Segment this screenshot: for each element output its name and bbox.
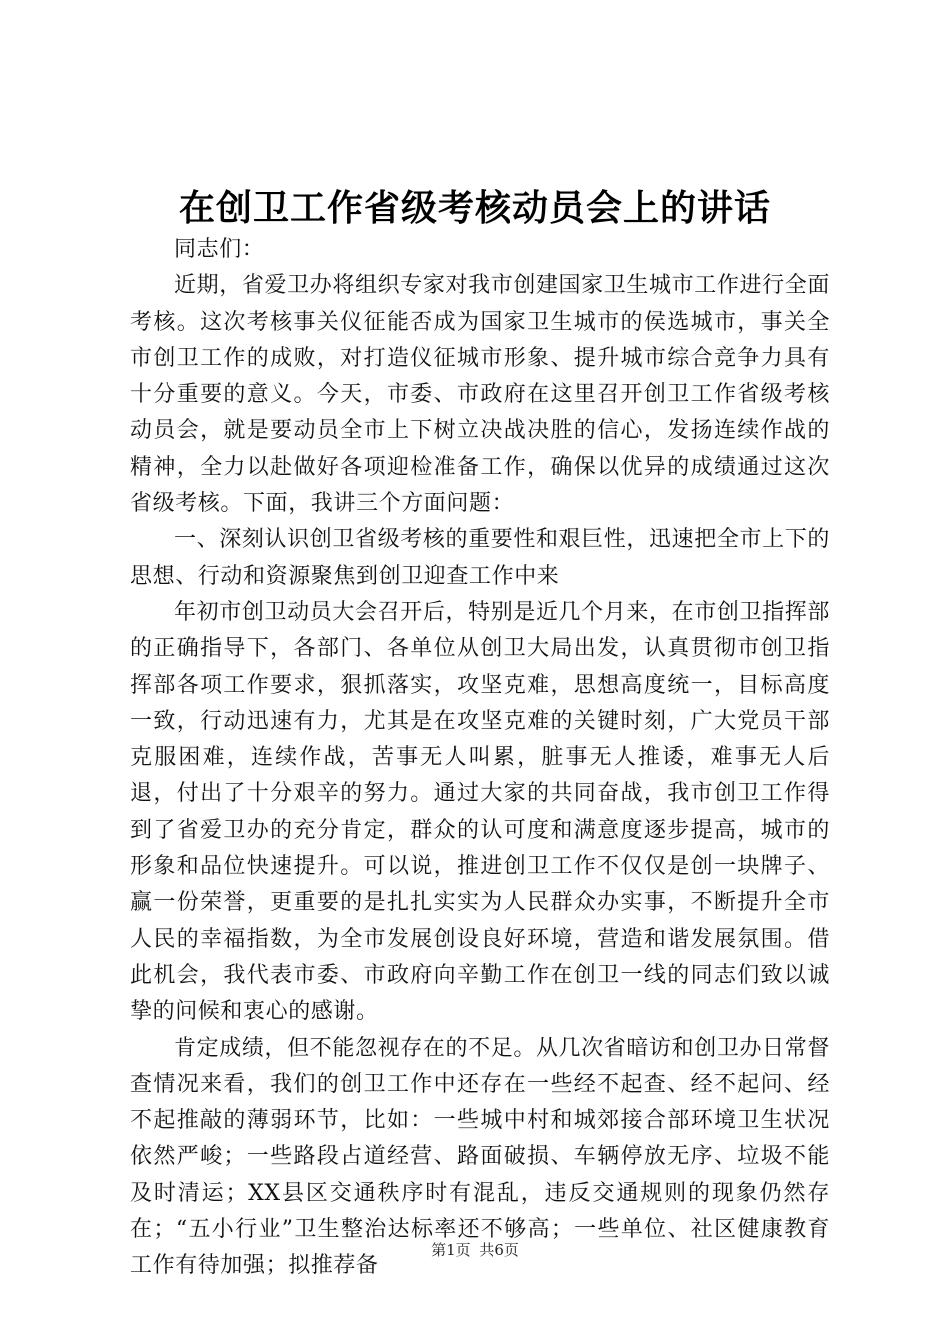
document-body [130, 232, 830, 1285]
body-paragraph: 年初市创卫动员大会召开后，特别是近几个月来，在市创卫指挥部的正确指导下，各部门、各单位从创卫大局出发，认真贯彻市创卫指挥部各项工作要求，狠抓落实，攻坚克难，思想高度统一，目标高度一致，行动迅速有力，尤其是在攻坚克难的关键时刻，广大党员干部克服困难，连续作战，苦事无人叫累，脏事无人推诿，难事无人后退，付出了十分艰辛的努力。通过大家的共同奋战，我市创卫工作得到了省爱卫办的充分肯定，群众的认可度和满意度逐步提高，城市的形象和品位快速提升。可以说，推进创卫工作不仅仅是创一块牌子、赢一份荣誉，更重要的是扎扎实实为人民群众办实事，不断提升全市人民的幸福指数，为全市发展创设良好环境，营造和谐发展氛围。借此机会，我代表市委、市政府向辛勤工作在创卫一线的同志们致以诚挚的问候和衷心的感谢。 [130, 599, 830, 1025]
body-paragraph: 肯定成绩，但不能忽视存在的不足。从几次省暗访和创卫办日常督查情况来看，我们的创卫工作中还存在一些经不起查、经不起问、经不起推敲的薄弱环节，比如：一些城中村和城郊接合部环境卫生状况依然严峻；一些路段占道经营、路面破损、车辆停放无序、垃圾不能及时清运；XX县区交通秩序时有混乱，违反交通规则的现象仍然存在；“五小行业”卫生整治达标率还不够高；一些单位、社区健康教育工作有待加强；拟推荐备 [130, 1035, 830, 1279]
salutation-paragraph: 同志们： [174, 237, 265, 262]
section-heading-1: 一、深刻认识创卫省级考核的重要性和艰巨性，迅速把全市上下的思想、行动和资源聚焦到创卫迎查工作中来 [130, 527, 830, 589]
intro-paragraph: 近期，省爱卫办将组织专家对我市创建国家卫生城市工作进行全面考核。这次考核事关仪征能否成为国家卫生城市的侯选城市，事关全市创卫工作的成败，对打造仪征城市形象、提升城市综合竞争力具有十分重要的意义。今天，市委、市政府在这里召开创卫工作省级考核动员会，就是要动员全市上下树立决战决胜的信心，发扬连续作战的精神，全力以赴做好各项迎检准备工作，确保以优异的成绩通过这次省级考核。下面，我讲三个方面问题： [130, 273, 830, 517]
page-total: 共6页 [479, 1241, 519, 1259]
page-number: 第1页 [431, 1241, 471, 1259]
document-title: 在创卫工作省级考核动员会上的讲话 [178, 187, 771, 229]
page-footer [0, 1240, 950, 1260]
